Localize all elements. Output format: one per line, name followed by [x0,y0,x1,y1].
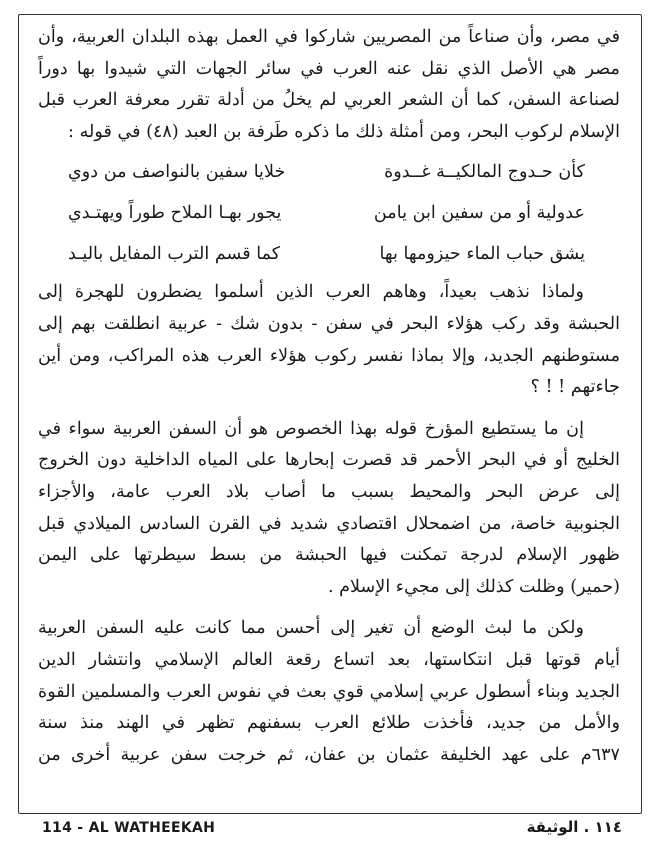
paragraph-4 [38,613,620,771]
text-line: ٦٣٧م على عهد الخليفة عثمان بن عفان، ثم خرجت سفن عربية أخرى من [38,744,620,765]
page-footer [0,815,660,851]
text-line: لصناعة السفن، كما أن الشعر العربي لم يخلُ من أدلة تقرر معرفة العرب قبل [38,90,620,111]
verse-line [38,193,620,234]
text-line: ظهور الإسلام لدرجة تمكنت فيها الحبشة من بسط سيطرتها على اليمن [38,545,620,566]
text-line: الخليج أو في البحر الأحمر قد قصرت إبحارها على المياه الداخلية دون الخروج [38,450,620,471]
footer-page-label-arabic: ١١٤ . الوثيقة [526,818,622,836]
text-line: مصر هي الأصل الذي نقل عنه العرب في سائر الجهات التي شيدوا بها دوراً [38,58,620,79]
verse-right-hemistich: عدولية أو من سفين ابن يامن [373,203,585,224]
text-line: في مصر، وأن صناعاً من المصريين شاركوا في العمل بهذه البلدان العربية، وأن [38,27,620,47]
body-text [38,22,620,771]
text-line: إن ما يستطيع المؤرخ قوله بهذا الخصوص هو أن السفن العربية سواء في [38,418,584,439]
text-line: مستوطنهم الجديد، وإلا بماذا نفسر ركوب هؤلاء العرب هذه المراكب، ومن أين [38,345,620,366]
verse-left-hemistich: كما قسم الترب المفايل باليـد [68,244,281,265]
verse-right-hemistich: كأن حـدوج المالكيــة غــدوة [384,162,585,183]
text-line [38,117,620,149]
text-line: والأمل من جديد، فأخذت طلائع العرب بسفنهم تظهر في الهند منذ سنة [38,713,620,734]
text-line: ولكن ما لبث الوضع أن تغير إلى أحسن مما كانت عليه السفن العربية [38,618,584,639]
footnote-ref: (٤٨) في قوله : [68,121,179,142]
text-line: (حمير) وظلت كذلك إلى مجيء الإسلام . [327,576,620,597]
paragraph-2 [38,277,620,403]
verse-line [38,152,620,193]
poem [38,152,620,275]
paragraph-3 [38,414,620,604]
verse-left-hemistich: يجور بهـا الملاح طوراً ويهتـدي [68,203,282,224]
text-line: إلى عرض البحر والمحيط بسبب ما أصاب بلاد العرب عامة، والأجزاء [38,481,620,502]
text-line: أيام قوتها قبل انتكاستها، بعد اتساع رقعة العالم الإسلامي وانتشار الدين [38,649,620,670]
text-line-part: الإسلام لركوب البحر، ومن أمثلة ذلك ما ذكره طَرفة بن العبد [184,121,620,142]
text-line: جاءتهم ! ! ؟ [530,377,620,398]
footer-page-label: 114 - AL WATHEEKAH [42,820,216,836]
text-line: الحبشة وقد ركب هؤلاء البحر في سفن - بدون شك - عربية انطلقت بهم إلى [38,313,620,334]
text-line: ولماذا نذهب بعيداً، وهاهم العرب الذين أسلموا يضطرون للهجرة إلى [38,282,584,303]
text-line: الجنوبية خاصة، من اضمحلال اقتصادي شديد في القرن السادس الميلادي قبل [38,513,620,534]
verse-line [38,234,620,275]
text-line: الجديد وبناء أسطول عربي إسلامي قوي بعث في نفوس العرب والمسلمين القوة [38,681,620,702]
paragraph-1 [38,22,620,148]
verse-right-hemistich: يشق حباب الماء حيزومها بها [379,244,585,265]
verse-left-hemistich: خلايا سفين بالنواصف من دوي [68,162,286,183]
